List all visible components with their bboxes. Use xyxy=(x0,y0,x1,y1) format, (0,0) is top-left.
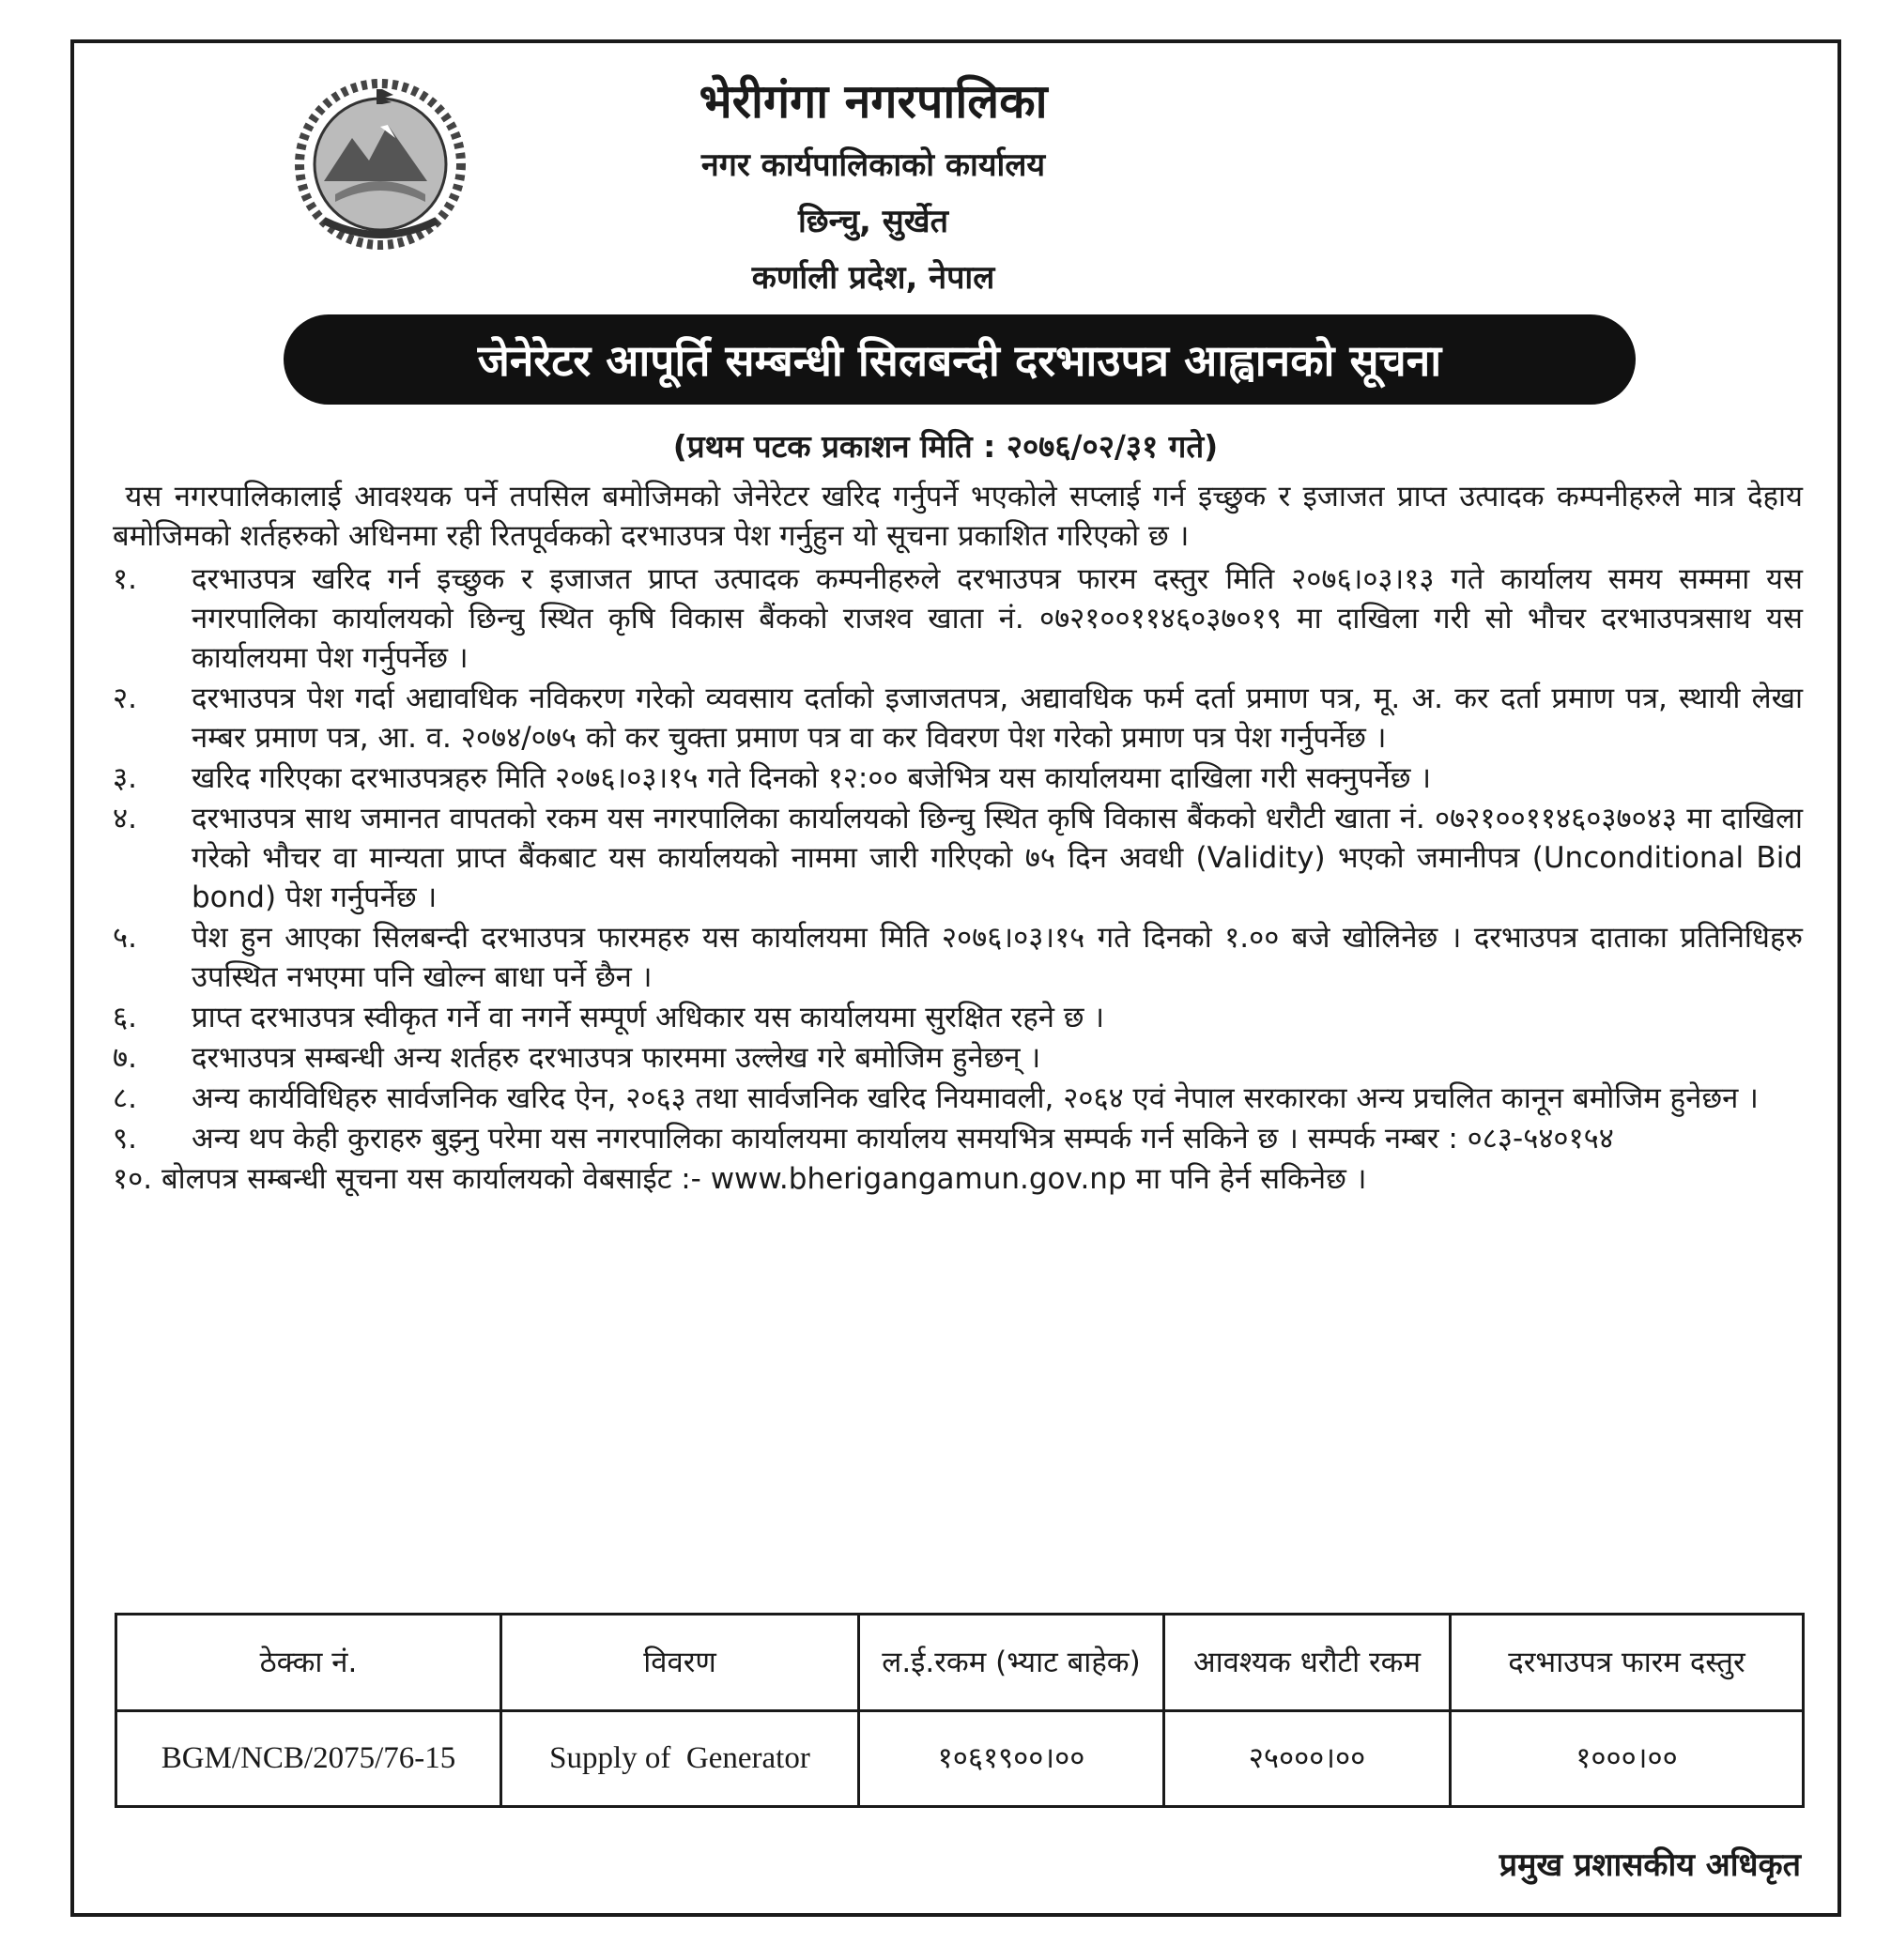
column-header: विवरण xyxy=(501,1615,859,1711)
list-item: ९. अन्य थप केही कुराहरु बुझ्नु परेमा यस नगरपालिका कार्यालयमा कार्यालय समयभित्र सम्पर्क गर्न सकिने छ । सम्पर्क नम्बर : ०८३-५४०१५४ xyxy=(113,1122,1614,1156)
list-item: ७. दरभाउपत्र सम्बन्धी अन्य शर्तहरु दरभाउपत्र फारममा उल्लेख गरे बमोजिम हुनेछन् । xyxy=(113,1041,1041,1075)
list-item: ४. दरभाउपत्र साथ जमानत वापतको रकम यस नगरपालिका कार्यालयको छिन्चु स्थित कृषि विकास बैंकको धरौटी खाता नं. ०७२१००११४६०३७०४३ मा दाखिला गरेको भौचर वा मान्यता प्राप्त बैंकबाट यस कार्यालयको नाममा जारी गरिएको ७५ दिन अवधी (Validity) भएको जमानीपत्र (Unconditional Bid bond) पेश गर्नुपर्नेछ । xyxy=(113,802,1803,914)
nepal-government-emblem-icon xyxy=(286,70,474,258)
notice-body xyxy=(113,477,1803,1199)
notice-title-banner xyxy=(284,314,1636,405)
table-cell: BGM/NCB/2075/76-15 xyxy=(116,1710,501,1807)
list-item: १. दरभाउपत्र खरिद गर्न इच्छुक र इजाजत प्राप्त उत्पादक कम्पनीहरुले दरभाउपत्र फारम दस्तुर मिति २०७६।०३।१३ गते कार्यालय समय सम्ममा यस नगरपालिका कार्यालयको छिन्चु स्थित कृषि विकास बैंकको राजश्व खाता नं. ०७२१००११४६०३७०१९ मा दाखिला गरी सो भौचर दरभाउपत्रसाथ यस कार्यालयमा पेश गर्नुपर्नेछ । xyxy=(113,562,1803,675)
list-item: ३. खरिद गरिएका दरभाउपत्रहरु मिति २०७६।०३।१५ गते दिनको १२:०० बजेभित्र यस कार्यालयमा दाखिला गरी सक्नुपर्नेछ । xyxy=(113,761,1432,795)
publication-date: (प्रथम पटक प्रकाशन मिति : २०७६/०२/३१ गते) xyxy=(672,428,1219,465)
province-country: कर्णाली प्रदेश, नेपाल xyxy=(751,259,995,297)
conditions-list xyxy=(113,559,1803,1199)
office-location: छिन्चु, सुर्खेत xyxy=(798,203,948,240)
list-item: ६. प्राप्त दरभाउपत्र स्वीकृत गर्ने वा नगर्ने सम्पूर्ण अधिकार यस कार्यालयमा सुरक्षित रहने छ । xyxy=(113,1001,1105,1034)
column-header: आवश्यक धरौटी रकम xyxy=(1164,1615,1451,1711)
column-header: ल.ई.रकम (भ्याट बाहेक) xyxy=(859,1615,1164,1711)
list-item: २. दरभाउपत्र पेश गर्दा अद्यावधिक नविकरण गरेको व्यवसाय दर्ताको इजाजतपत्र, अद्यावधिक फर्म दर्ता प्रमाण पत्र, मू. अ. कर दर्ता प्रमाण पत्र, स्थायी लेखा नम्बर प्रमाण पत्र, आ. व. २०७४/०७५ को कर चुक्ता प्रमाण पत्र वा कर विवरण पेश गरेको प्रमाण पत्र पेश गर्नुपर्नेछ । xyxy=(113,681,1803,755)
list-item-website: १०. बोलपत्र सम्बन्धी सूचना यस कार्यालयको वेबसाईट :- www.bherigangamun.gov.np मा पनि हेर्न सकिनेछ । xyxy=(113,1162,1367,1196)
signatory-title: प्रमुख प्रशासकीय अधिकृत xyxy=(1499,1846,1801,1884)
column-header: दरभाउपत्र फारम दस्तुर xyxy=(1451,1615,1804,1711)
intro-paragraph: यस नगरपालिकालाई आवश्यक पर्ने तपसिल बमोजिमको जेनेरेटर खरिद गर्नुपर्ने भएकोले सप्लाई गर्न इच्छुक र इजाजत प्राप्त उत्पादक कम्पनीहरुले मात्र देहाय बमोजिमको शर्तहरुको अधिनमा रही रितपूर्वकको दरभाउपत्र पेश गर्नुहुन यो सूचना प्रकाशित गरिएको छ । xyxy=(113,480,1804,553)
organization-name: भेरीगंगा नगरपालिका xyxy=(699,74,1048,129)
table-cell: Supply of Generator xyxy=(501,1710,859,1807)
table-row xyxy=(116,1710,1804,1807)
notice-title: जेनेरेटर आपूर्ति सम्बन्धी सिलबन्दी दरभाउपत्र आह्वानको सूचना xyxy=(477,335,1442,386)
column-header: ठेक्का नं. xyxy=(116,1615,501,1711)
table-cell: २५०००।०० xyxy=(1164,1710,1451,1807)
table-header-row xyxy=(116,1615,1804,1711)
contract-table xyxy=(115,1613,1805,1808)
office-name: नगर कार्यपालिकाको कार्यालय xyxy=(700,146,1046,184)
list-item: ५. पेश हुन आएका सिलबन्दी दरभाउपत्र फारमहरु यस कार्यालयमा मिति २०७६।०३।१५ गते दिनको १.०० बजे खोलिनेछ । दरभाउपत्र दाताका प्रतिनिधिहरु उपस्थित नभएमा पनि खोल्न बाधा पर्ने छैन । xyxy=(113,921,1803,994)
table-cell: १०६१९००।०० xyxy=(859,1710,1164,1807)
list-item: ८. अन्य कार्यविधिहरु सार्वजनिक खरिद ऐन, २०६३ तथा सार्वजनिक खरिद नियमावली, २०६४ एवं नेपाल सरकारका अन्य प्रचलित कानून बमोजिम हुनेछन । xyxy=(113,1081,1759,1115)
table-cell: १०००।०० xyxy=(1451,1710,1804,1807)
